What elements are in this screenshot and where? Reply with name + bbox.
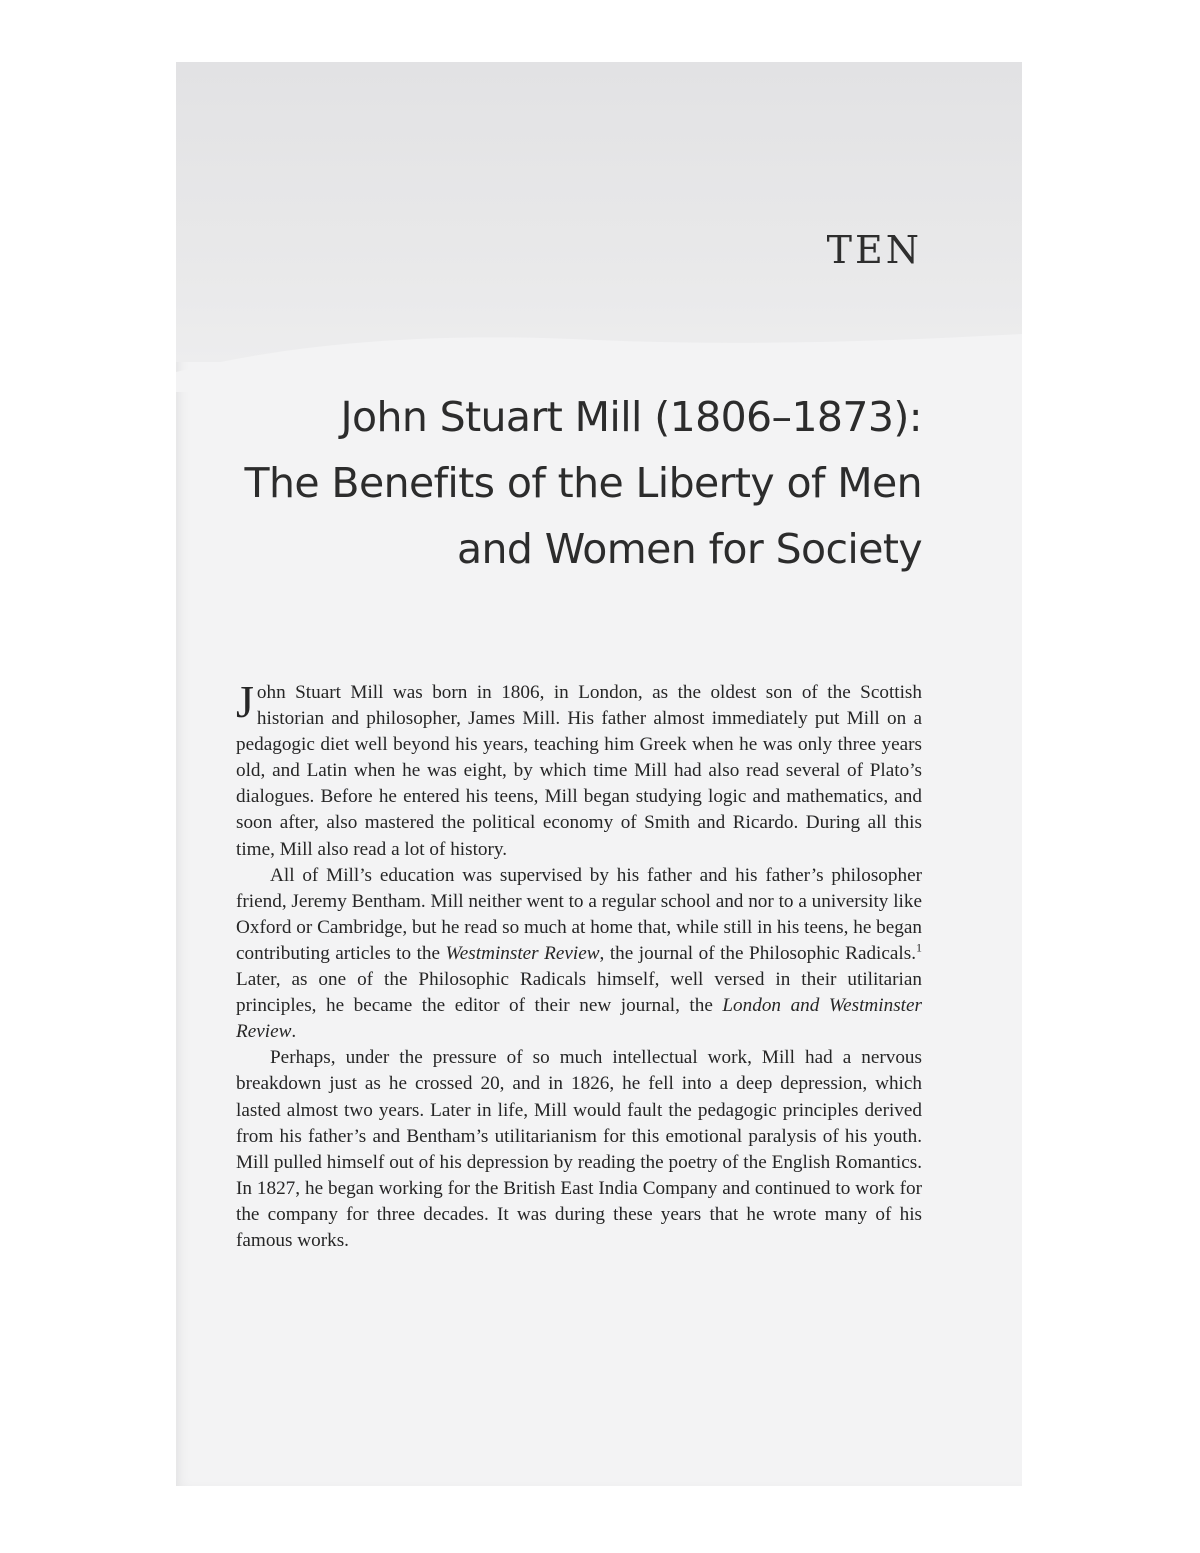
paragraph-text: ohn Stuart Mill was born in 1806, in London, as the oldest son of the Scottish historian and philosopher, James Mill. His father almost immediately put Mill on a pedagogic diet well beyond his years, teaching him Greek when he was only three years old, and Latin when he was eight, by which time Mill had also read several of Plato’s dialogues. Before he entered his teens, Mill began studying logic and mathematics, and soon after, also mastered the political economy of Smith and Ricardo. During all this time, Mill also read a lot of history. [236, 682, 922, 860]
chapter-title-line: The Benefits of the Liberty of Men [244, 459, 922, 507]
footnote-marker: 1 [916, 940, 923, 955]
chapter-number: TEN [826, 228, 922, 272]
chapter-body [236, 676, 923, 1254]
chapter-title-line: and Women for Society [457, 525, 922, 573]
paragraph [236, 863, 922, 1046]
paragraph-text: Perhaps, under the pressure of so much intellectual work, Mill had a nervous breakdown just as he crossed 20, and in 1826, he fell into a deep depression, which lasted almost two years. Later in life, Mill would fault the pedagogic principles derived from his father’s and Bentham’s utilitarianism for this emotional paralysis of his youth. Mill pulled himself out of his depression by reading the poetry of the English Romantics. In 1827, he began working for the British East India Company and continued to work for the company for three decades. It was during these years that he wrote many of his famous works. [236, 1047, 922, 1251]
paragraph [236, 1045, 922, 1254]
book-page [176, 62, 1022, 1486]
paragraph-text: Later, as one of the Philosophic Radicals himself, well versed in their utilitarian principles, he became the editor of their new journal, the [236, 969, 922, 1017]
journal-title: London and Westminster Review [236, 995, 922, 1043]
paragraph-text: All of Mill’s education was supervised by his father and his father’s philosopher friend, Jeremy Bentham. Mill neither went to a regular school and nor to a university like Oxford or Cambridge, but he read so much at home that, while still in his teens, he began contributing articles to the [236, 864, 922, 964]
journal-title: Westminster Review [445, 942, 600, 964]
drop-cap: J [236, 676, 254, 727]
paragraph-text: . [291, 1021, 297, 1043]
paragraph [236, 676, 922, 863]
page-curl-edge [176, 312, 1022, 392]
paragraph-text: , the journal of the Philosophic Radicals. [599, 942, 917, 964]
chapter-title [202, 384, 922, 582]
chapter-title-line: John Stuart Mill (1806–1873): [340, 393, 922, 441]
